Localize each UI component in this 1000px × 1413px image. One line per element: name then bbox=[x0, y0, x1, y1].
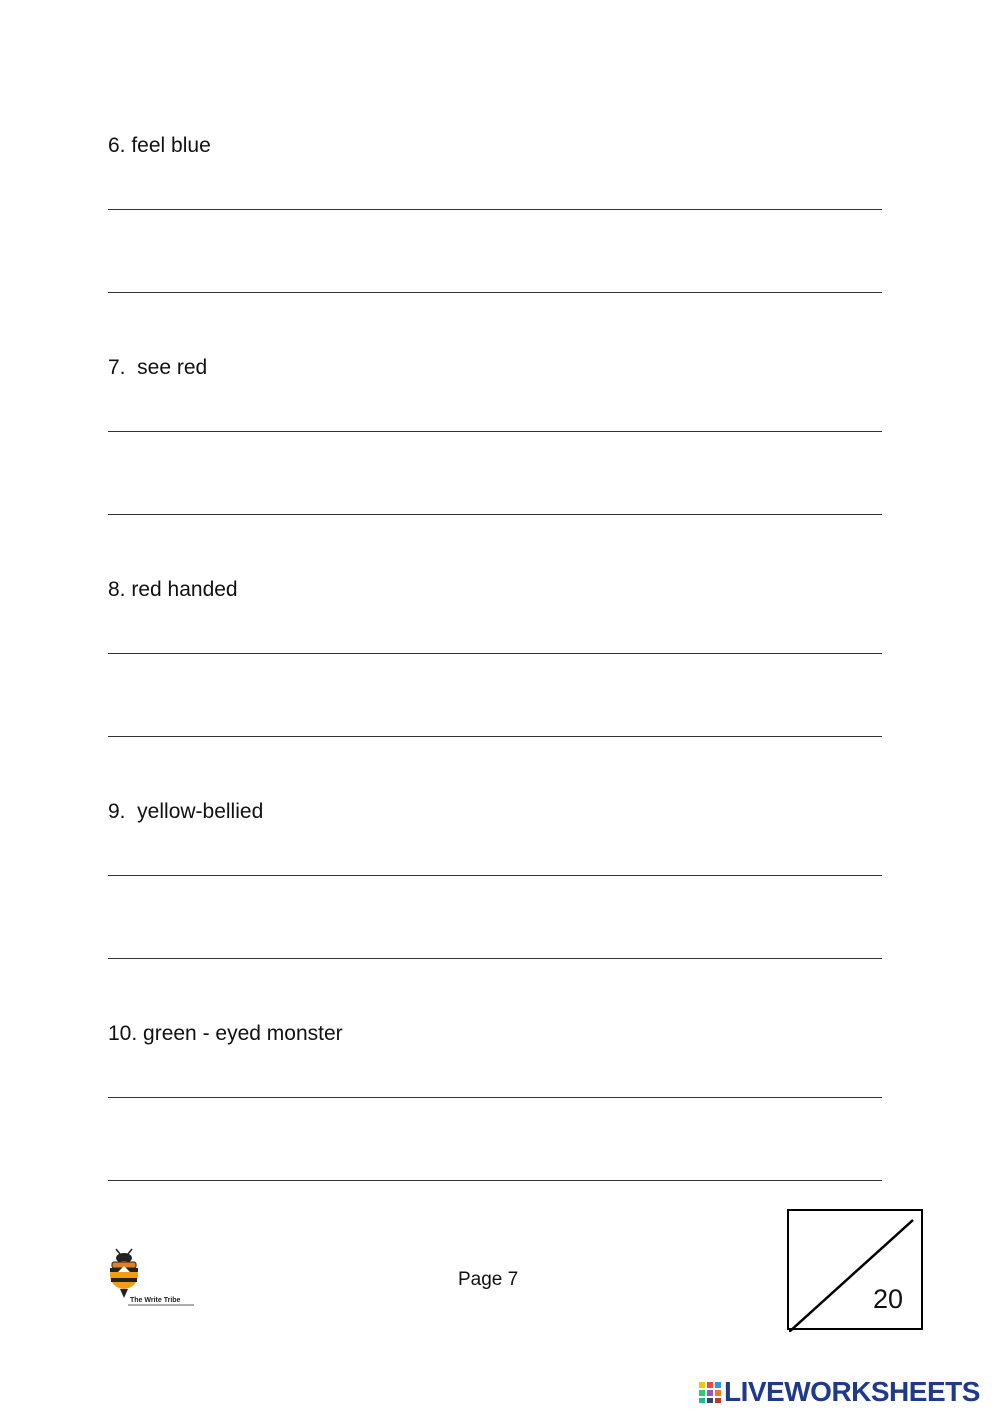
live-grid-icon bbox=[698, 1380, 722, 1404]
answer-line-8b[interactable] bbox=[108, 736, 882, 737]
score-total: 20 bbox=[872, 1284, 903, 1314]
question-7-label: 7. see red bbox=[108, 356, 208, 379]
answer-line-9b[interactable] bbox=[108, 958, 882, 959]
question-8-label: 8. red handed bbox=[108, 578, 238, 601]
answer-line-8a[interactable] bbox=[108, 653, 882, 654]
answer-line-10a[interactable] bbox=[108, 1097, 882, 1098]
question-9-label: 9. yellow-bellied bbox=[108, 800, 264, 823]
answer-line-7a[interactable] bbox=[108, 431, 882, 432]
logo-text: The Write Tribe bbox=[130, 1297, 181, 1304]
answer-line-7b[interactable] bbox=[108, 514, 882, 515]
write-tribe-logo bbox=[108, 1248, 198, 1308]
bee-logo-icon bbox=[108, 1248, 198, 1308]
question-6-label: 6. feel blue bbox=[108, 134, 211, 157]
page-number: Page 7 bbox=[458, 1269, 519, 1290]
liveworksheets-brand[interactable] bbox=[698, 1376, 980, 1408]
answer-line-9a[interactable] bbox=[108, 875, 882, 876]
answer-line-6b[interactable] bbox=[108, 292, 882, 293]
question-10-label: 10. green - eyed monster bbox=[108, 1022, 343, 1045]
score-box[interactable] bbox=[787, 1209, 923, 1330]
brand-name: LIVEWORKSHEETS bbox=[724, 1376, 980, 1407]
answer-line-6a[interactable] bbox=[108, 209, 882, 210]
answer-line-10b[interactable] bbox=[108, 1180, 882, 1181]
score-diagonal bbox=[789, 1211, 925, 1332]
